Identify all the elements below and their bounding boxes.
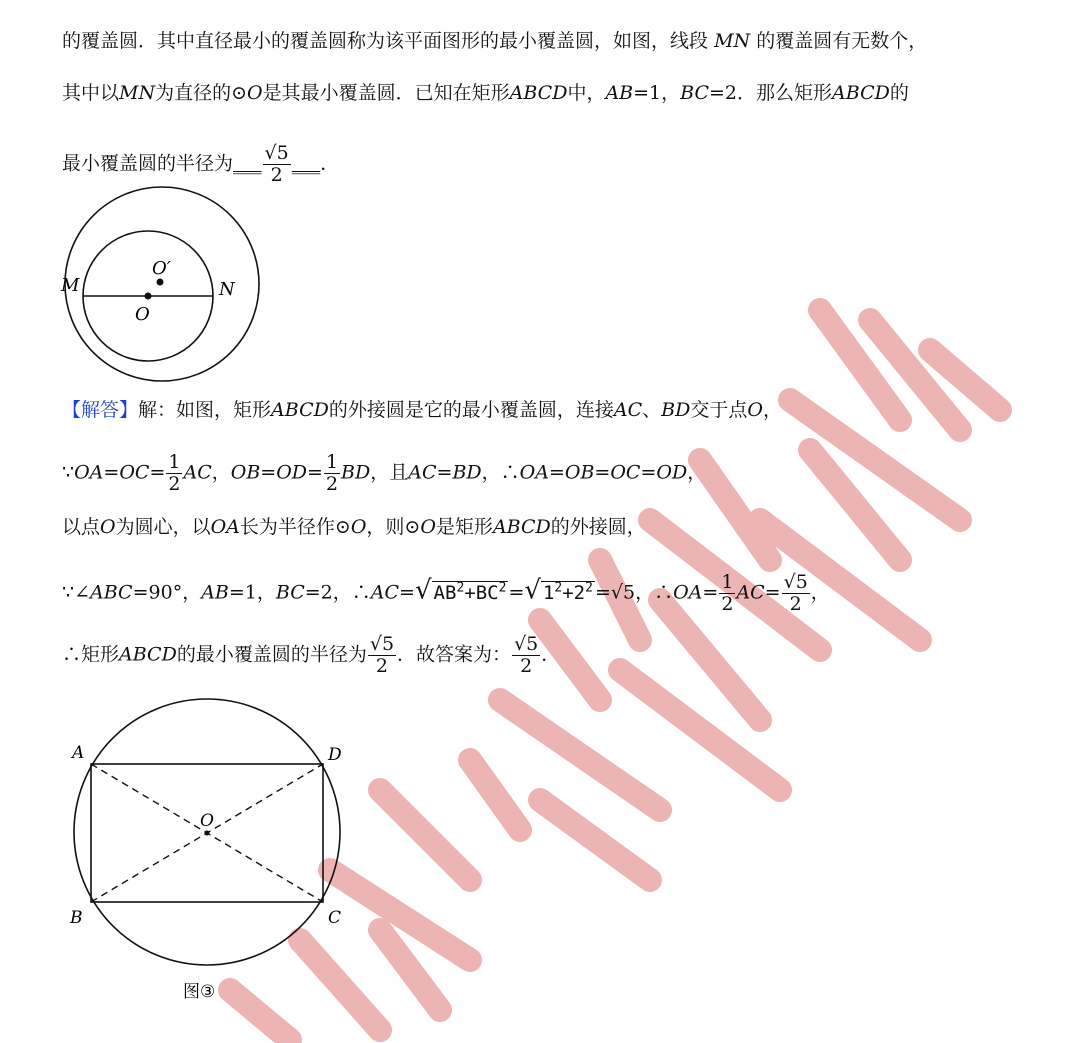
because-symbol: ∵: [62, 461, 75, 484]
text: +: [464, 581, 476, 604]
seg-ac: AC: [370, 581, 400, 604]
fraction-denominator: 2: [325, 473, 339, 495]
text: ，: [687, 461, 707, 484]
seg-ob: OB: [230, 461, 261, 484]
text: =√5，∴: [594, 581, 674, 604]
text: ，: [810, 581, 830, 604]
text: +: [562, 581, 574, 604]
problem-line-2: [62, 79, 909, 107]
problem-line-3: [62, 143, 339, 186]
fraction-radius: [368, 634, 396, 677]
point-o-prime-dot: [157, 279, 164, 286]
text: =: [260, 461, 277, 484]
seg-bd: BD: [341, 461, 371, 484]
answer-blank: ___: [291, 152, 321, 175]
text: 是矩形: [435, 516, 493, 538]
center-o-dot: [205, 831, 210, 836]
text: 长为半径作⊙: [239, 516, 351, 538]
seg-ac: AC: [183, 461, 212, 484]
text: =: [702, 581, 719, 604]
text: 的外接圆是它的最小覆盖圆，连接: [328, 399, 614, 421]
text: 中，: [567, 82, 606, 104]
solution-line-4: [62, 572, 830, 615]
text: ，∴: [481, 461, 520, 484]
seg-ac: AC: [613, 399, 643, 421]
text: 其中以: [62, 82, 120, 104]
label-o: O: [135, 304, 150, 325]
rect-abcd: ABCD: [832, 82, 890, 104]
point-o: O: [747, 399, 763, 421]
text: 解：如图，矩形: [138, 399, 272, 421]
text: =1，: [228, 581, 276, 604]
point-o-dot: [145, 293, 152, 300]
text: 以点: [62, 516, 101, 538]
label-o-prime: O′: [152, 258, 171, 279]
text: ．: [541, 643, 561, 666]
label-o: O: [200, 811, 214, 831]
seg-bd: BD: [661, 399, 691, 421]
fraction-numerator: √5: [783, 571, 808, 593]
segment-mn: MN: [119, 82, 156, 104]
seg-oc: OC: [119, 461, 150, 484]
sqrt-symbol: √: [414, 575, 432, 606]
fraction-half: [324, 452, 340, 495]
text: 的: [889, 82, 909, 104]
sqrt-radicand: [541, 581, 595, 604]
text: 的覆盖圆．其中直径最小的覆盖圆称为该平面图形的最小覆盖圆，如图，线段: [62, 30, 709, 52]
exponent: 2: [456, 580, 465, 596]
exponent: 2: [554, 580, 563, 596]
sqrt-symbol: √: [524, 575, 541, 606]
fraction-radius: [782, 572, 810, 615]
solution-line-3: [62, 513, 646, 541]
text: =: [103, 461, 120, 484]
text: ，: [211, 461, 231, 484]
fraction-numerator: √5: [264, 142, 289, 164]
fraction-denominator: 2: [375, 655, 388, 677]
fraction-half: [719, 572, 735, 615]
problem-line-1: [62, 27, 927, 55]
text: =2．那么矩形: [709, 82, 833, 104]
fraction-denominator: 2: [270, 164, 283, 186]
point-o: O: [420, 516, 436, 538]
fraction-half: [166, 452, 182, 495]
seg-oa: OA: [74, 461, 104, 484]
point-o: O: [100, 516, 116, 538]
label-a: A: [72, 743, 85, 763]
text: ，且: [370, 461, 409, 484]
angle-abc: ABC: [90, 581, 133, 604]
text: 是其最小覆盖圆．已知在矩形: [262, 82, 510, 104]
solution-line-2: [62, 452, 706, 495]
fraction-numerator: 1: [325, 451, 339, 473]
seg-od: OD: [276, 461, 308, 484]
text: =2，∴: [304, 581, 371, 604]
rect-abcd: ABCD: [509, 82, 568, 104]
answer-tag: 【解答】: [62, 399, 139, 421]
label-b: B: [70, 908, 83, 928]
text: 为直径的⊙: [155, 82, 248, 104]
fraction-answer: [512, 634, 540, 677]
seg-ac: AC: [408, 461, 437, 484]
figure-caption: 图③: [183, 982, 216, 1002]
text: ．: [320, 152, 340, 175]
exponent: 2: [585, 580, 593, 596]
text: ．故答案为：: [397, 643, 512, 666]
text: 1: [542, 581, 555, 604]
seg-bc: BC: [275, 581, 305, 604]
fraction-denominator: 2: [721, 593, 734, 615]
text: =1，: [633, 82, 681, 104]
seg-ac: AC: [736, 581, 765, 604]
point-o: O: [247, 82, 263, 104]
label-n: N: [219, 279, 235, 300]
fraction-numerator: 1: [168, 451, 181, 473]
text: ∴矩形: [62, 643, 120, 666]
text: ，: [762, 399, 782, 421]
figure-2: [60, 690, 360, 1010]
text: =: [149, 461, 166, 484]
exponent: 2: [498, 580, 507, 596]
rect-abcd: ABCD: [119, 643, 177, 666]
seg-oa: OA: [673, 581, 703, 604]
text: BC: [475, 581, 499, 604]
text: =90°，: [132, 581, 202, 604]
rect-abcd: ABCD: [492, 516, 551, 538]
fraction-denominator: 2: [520, 655, 533, 677]
figure-1: [55, 183, 270, 388]
text: =: [508, 581, 525, 604]
text: 的外接圆，: [550, 516, 646, 538]
fraction-denominator: 2: [168, 473, 181, 495]
seg-ab: AB: [605, 82, 634, 104]
label-c: C: [328, 908, 342, 928]
text: ∵∠: [62, 581, 91, 604]
sqrt-radicand: [432, 581, 509, 604]
text: =: [399, 581, 415, 604]
fraction-denominator: 2: [789, 593, 802, 615]
seg-ab: AB: [201, 581, 229, 604]
equal-radii: OA=OB=OC=OD: [519, 461, 688, 484]
text: ，则⊙: [366, 516, 421, 538]
text: =: [307, 461, 323, 484]
text: AB: [433, 581, 457, 604]
segment-mn: MN: [714, 30, 751, 52]
answer-fraction: [263, 143, 291, 186]
fraction-numerator: √5: [514, 633, 539, 655]
label-m: M: [61, 275, 80, 296]
text: =: [436, 461, 453, 484]
text: 2: [573, 581, 586, 604]
text: 为圆心，以: [115, 516, 211, 538]
text: =: [764, 581, 781, 604]
solution-line-1: [62, 396, 782, 424]
fraction-numerator: √5: [369, 633, 395, 655]
text: 交于点: [690, 399, 748, 421]
text: 最小覆盖圆的半径为: [62, 152, 234, 175]
text: 的最小覆盖圆的半径为: [176, 643, 367, 666]
seg-bc: BC: [680, 82, 710, 104]
text: 的覆盖圆有无数个，: [756, 30, 928, 52]
answer-blank: ___: [233, 152, 262, 175]
solution-line-5: [62, 634, 560, 677]
rect-abcd: ABCD: [271, 399, 329, 421]
fraction-numerator: 1: [721, 571, 734, 593]
seg-bd: BD: [452, 461, 482, 484]
point-o: O: [350, 516, 367, 538]
text: 、: [642, 399, 662, 421]
label-d: D: [328, 745, 342, 765]
seg-oa: OA: [210, 516, 240, 538]
